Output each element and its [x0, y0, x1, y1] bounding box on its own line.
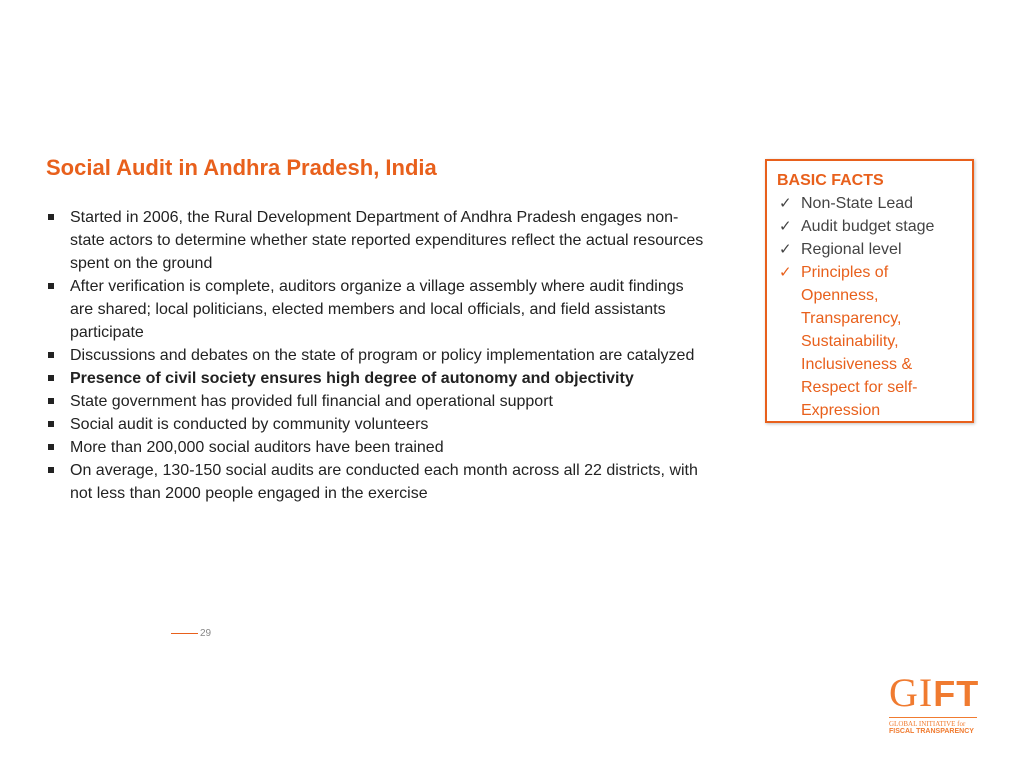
- fact-text: Audit budget stage: [801, 218, 935, 235]
- bullet-text: Discussions and debates on the state of program or policy implementation are catalyzed: [70, 347, 695, 364]
- fact-text: Non-State Lead: [801, 195, 914, 212]
- check-icon: ✓: [779, 264, 792, 281]
- square-bullet-icon: [48, 214, 54, 220]
- basic-facts-list: [777, 192, 964, 422]
- square-bullet-icon: [48, 375, 54, 381]
- bullet-item: [46, 436, 706, 459]
- logo-tagline-line2: FISCAL TRANSPARENCY: [889, 728, 974, 735]
- fact-item: [777, 238, 964, 261]
- bullet-text: Presence of civil society ensures high degree of autonomy and objectivity: [70, 370, 634, 387]
- bullet-text: After verification is complete, auditors organize a village assembly where audit findings are shared; local politicians, elected members and local officials, and field assistants participate: [70, 278, 684, 341]
- basic-facts-heading: BASIC FACTS: [777, 172, 884, 189]
- bullet-text: Social audit is conducted by community volunteers: [70, 416, 429, 433]
- bullet-item: [46, 344, 706, 367]
- logo-divider: [889, 717, 977, 718]
- gift-logo: [889, 670, 980, 735]
- check-icon: ✓: [779, 218, 792, 235]
- bullet-item: [46, 459, 706, 505]
- square-bullet-icon: [48, 398, 54, 404]
- bullet-list: [46, 206, 706, 505]
- check-icon: ✓: [779, 241, 792, 258]
- bullet-item: [46, 390, 706, 413]
- check-icon: ✓: [779, 195, 792, 212]
- fact-item-highlight: [777, 261, 964, 422]
- fact-item: [777, 215, 964, 238]
- bullet-text: More than 200,000 social auditors have been trained: [70, 439, 444, 456]
- bullet-text: Started in 2006, the Rural Development Department of Andhra Pradesh engages non-state actors to determine whether state reported expenditures reflect the actual resources spent on the ground: [70, 209, 704, 272]
- page-number: 29: [200, 628, 212, 639]
- square-bullet-icon: [48, 352, 54, 358]
- square-bullet-icon: [48, 467, 54, 473]
- fact-text: Principles of Openness, Transparency, Sustainability, Inclusiveness & Respect for self-Expression: [801, 264, 918, 419]
- fact-item: [777, 192, 964, 215]
- page-number-rule: [171, 633, 198, 634]
- square-bullet-icon: [48, 421, 54, 427]
- logo-wordmark: [889, 670, 980, 715]
- basic-facts-box: [765, 159, 974, 423]
- bullet-text: State government has provided full financial and operational support: [70, 393, 553, 410]
- slide-title: Social Audit in Andhra Pradesh, India: [46, 155, 437, 180]
- square-bullet-icon: [48, 283, 54, 289]
- fact-text: Regional level: [801, 241, 902, 258]
- square-bullet-icon: [48, 444, 54, 450]
- logo-mark-bold: FT: [933, 673, 980, 714]
- bullet-item-emphasized: [46, 367, 706, 390]
- bullet-text: On average, 130-150 social audits are conducted each month across all 22 districts, with not less than 2000 people engaged in the exercise: [70, 462, 698, 502]
- bullet-item: [46, 206, 706, 275]
- bullet-item: [46, 275, 706, 344]
- bullet-item: [46, 413, 706, 436]
- logo-mark-light: GI: [889, 670, 934, 715]
- logo-tagline-line1: GLOBAL INITIATIVE for: [889, 720, 966, 728]
